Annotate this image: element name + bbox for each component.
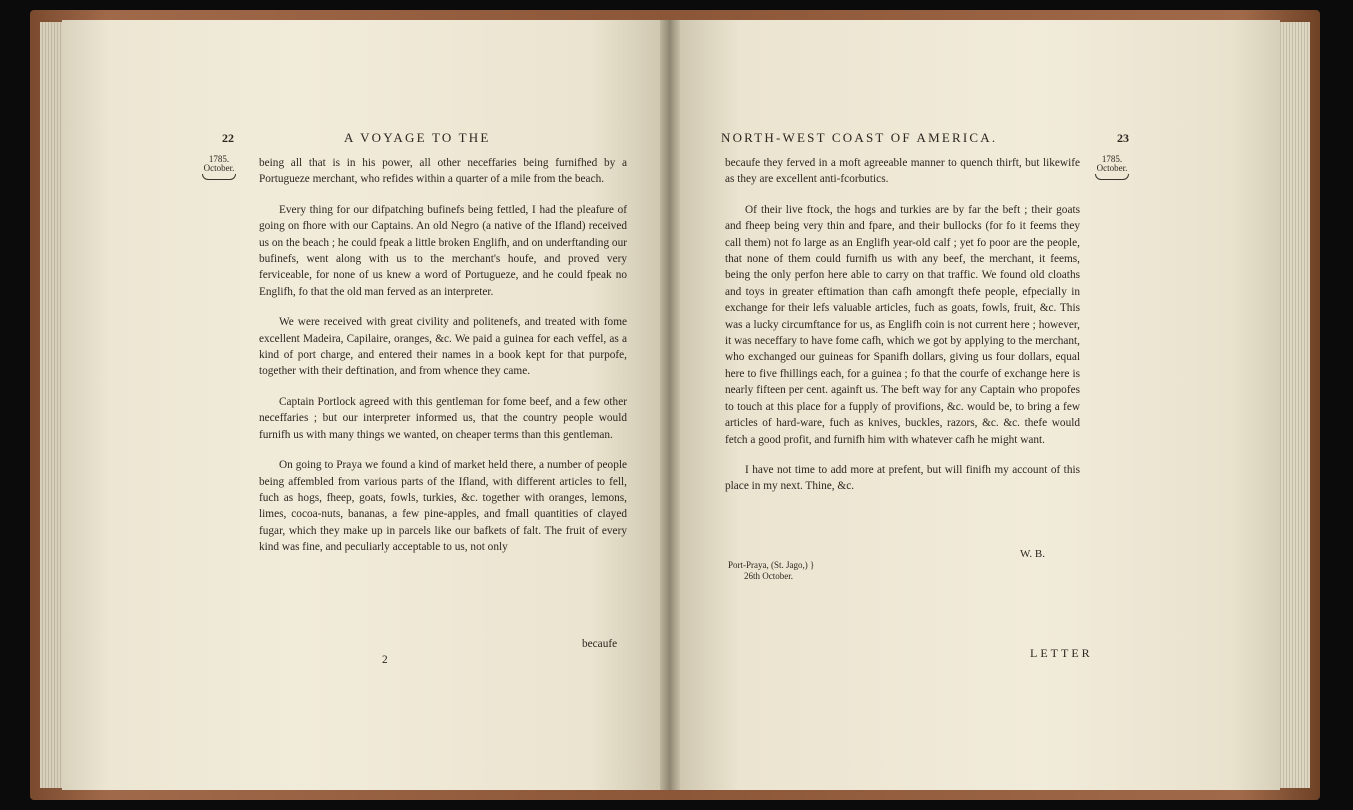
signature-mark: 2 bbox=[382, 654, 388, 666]
right-body-text bbox=[725, 155, 1080, 509]
margin-date-note bbox=[1095, 155, 1129, 180]
brace-mark bbox=[202, 174, 236, 180]
page-number: 22 bbox=[222, 131, 234, 145]
book-gutter bbox=[660, 20, 682, 790]
date-line: 26th October. bbox=[744, 571, 793, 581]
margin-year: 1785. bbox=[208, 154, 230, 164]
place-line: Port-Praya, (St. Jago,) bbox=[728, 560, 808, 570]
page-edges-left bbox=[40, 22, 64, 788]
margin-month: October. bbox=[203, 163, 235, 173]
paragraph: Of their live ftock, the hogs and turkies are by far the beft ; their goats and fheep being very thin and fpare, and their bullocks (for fo it feems they call them) not fo large as an Englifh year-old calf ; yet fo poor are the people, that none of them could furnifh us with any beef, the merchant, it feems, being the only perfon here able to carry on that traffic. We found old cloaths and toys in greater eftimation than cafh amongft thefe people, efpecially in exchange for their lefs valuable articles, fuch as goats, fowls, fruit, &c. This was a lucky circumftance for us, as Englifh coin is not current here ; however, it was neceffary to have fome cafh, which we got by applying to the merchant, who exchanged our guineas for Spanifh dollars, giving us four dollars, equal here to five fhillings each, for a guinea ; fo that the courfe of exchange here is nearly fifteen per cent. againft us. The beft way for any Captain who propofes to touch at this place for a fupply of provifions, &c. would be, to bring a few articles of hard-ware, fuch as knives, buckles, razors, &c. &c. thefe would fetch a good profit, and furnifh him with whatever cafh he might want. bbox=[725, 203, 1080, 446]
margin-date-note bbox=[202, 155, 236, 180]
margin-month: October. bbox=[1096, 163, 1128, 173]
place-date: Port-Praya, (St. Jago,) } 26th October. bbox=[728, 560, 815, 581]
catchword: becaufe bbox=[582, 638, 618, 650]
running-head: NORTH-WEST COAST OF AMERICA. bbox=[721, 130, 998, 145]
catchword: LETTER bbox=[1030, 646, 1093, 660]
paragraph: Every thing for our difpatching bufinefs being fettled, I had the pleafure of going on fhore with our Captains. An old Negro (a native of the Ifland) received us on the beach ; he could fpeak a little broken Englifh, and on underftanding our bufinefs, went along with us to the merchant's houfe, and proved very ferviceable, for none of us knew a word of Portugueze, and he could fpeak no Englifh, fo that the old man ferved as an interpreter. bbox=[259, 203, 627, 298]
paragraph: becaufe they ferved in a moft agreeable manner to quench thirft, but likewife as they are excellent anti-fcorbutics. bbox=[725, 157, 1080, 186]
running-head: A VOYAGE TO THE bbox=[344, 130, 491, 145]
page-edges-right bbox=[1278, 22, 1310, 788]
paragraph: On going to Praya we found a kind of market held there, a number of people being affembled from various parts of the Ifland, with different articles to fell, fuch as hogs, fheep, goats, fowls, turkies, &c. together with oranges, lemons, limes, cocoa-nuts, bananas, a few pine-apples, and fmall quantities of clayed fugar, which they make up in parcels like our bafkets of falt. The fruit of every kind was fine, and peculiarly acceptable to us, not only bbox=[259, 459, 627, 554]
left-page bbox=[62, 20, 662, 790]
paragraph: Captain Portlock agreed with this gentleman for fome beef, and a few other neceffaries ; but our interpreter informed us, that the country people would furnifh us with many things we wanted, on cheaper terms than this gentleman. bbox=[259, 395, 627, 441]
right-page bbox=[680, 20, 1280, 790]
paragraph: We were received with great civility and politenefs, and treated with fome excellent Madeira, Capilaire, oranges, &c. We paid a guinea for each veffel, as a kind of port charge, and entered their names in a book kept for that purpofe, together with their deftination, and from whence they came. bbox=[259, 316, 627, 378]
brace-mark bbox=[1095, 174, 1129, 180]
paragraph: I have not time to add more at prefent, but will finifh my account of this place in my next. Thine, &c. bbox=[725, 463, 1080, 493]
paragraph: being all that is in his power, all other neceffaries being furnifhed by a Portugueze merchant, who refides within a quarter of a mile from the beach. bbox=[259, 157, 627, 186]
signature: W. B. bbox=[1020, 548, 1045, 560]
page-number: 23 bbox=[1117, 131, 1129, 145]
left-body-text bbox=[259, 155, 627, 570]
margin-year: 1785. bbox=[1101, 154, 1123, 164]
